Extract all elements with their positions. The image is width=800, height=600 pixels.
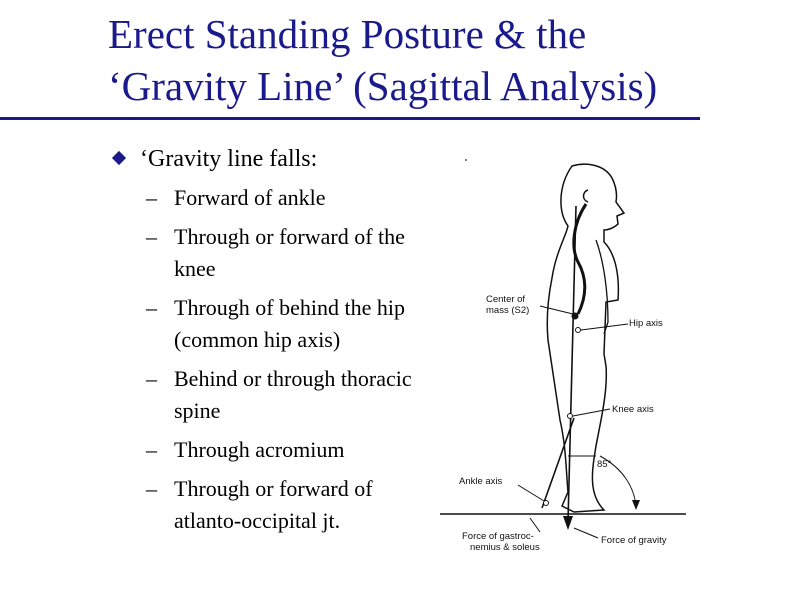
sub-bullet-text: Behind or through thoracic spine — [174, 366, 412, 423]
dash-icon: – — [146, 295, 157, 320]
label-angle: 85° — [597, 459, 612, 470]
label-knee-axis: Knee axis — [612, 404, 654, 415]
sub-bullet — [112, 363, 442, 427]
title-line-2: ‘Gravity Line’ (Sagittal Analysis) — [108, 63, 658, 109]
title-underline — [0, 117, 700, 120]
dash-icon: – — [146, 185, 157, 210]
label-force-gastroc-1: Force of gastroc- — [462, 531, 534, 542]
sub-bullet — [112, 434, 442, 466]
hip-axis-marker — [576, 328, 581, 333]
slide-title — [108, 8, 788, 112]
title-line-1: Erect Standing Posture & the — [108, 11, 587, 57]
sub-bullet — [112, 221, 442, 285]
dash-icon: – — [146, 476, 157, 501]
posture-diagram — [430, 150, 700, 560]
label-center-of-mass-2: mass (S2) — [486, 305, 530, 316]
ear-icon — [584, 190, 589, 202]
angle-arrow-icon — [632, 500, 640, 510]
sub-bullet-text: Through acromium — [174, 437, 345, 462]
dash-icon: – — [146, 224, 157, 249]
label-hip-axis: Hip axis — [629, 318, 663, 329]
gravity-line — [568, 206, 576, 522]
dash-icon: – — [146, 437, 157, 462]
sub-bullet — [112, 473, 442, 537]
sub-bullet-text: Through or forward of atlanto-occipital jt. — [174, 476, 373, 533]
sub-bullet-text: Forward of ankle — [174, 185, 326, 210]
label-center-of-mass-1: Center of — [486, 294, 526, 305]
label-force-gravity: Force of gravity — [601, 535, 667, 546]
ankle-axis-marker — [544, 501, 549, 506]
sub-bullet-text: Through or forward of the knee — [174, 224, 405, 281]
dash-icon: – — [146, 366, 157, 391]
bullet-list — [112, 144, 442, 544]
sub-bullet — [112, 292, 442, 356]
gravity-arrow-icon — [563, 516, 573, 530]
sub-bullet-text: Through of behind the hip (common hip axis) — [174, 295, 405, 352]
sub-bullet — [112, 182, 442, 214]
bullet-main-text: ‘Gravity line falls: — [140, 146, 318, 172]
knee-axis-marker — [568, 414, 573, 419]
bullet-main — [112, 144, 442, 174]
label-ankle-axis: Ankle axis — [459, 476, 503, 487]
label-force-gastroc-2: nemius & soleus — [470, 542, 540, 553]
diamond-bullet-icon — [112, 151, 126, 165]
arm-outline — [596, 240, 608, 334]
